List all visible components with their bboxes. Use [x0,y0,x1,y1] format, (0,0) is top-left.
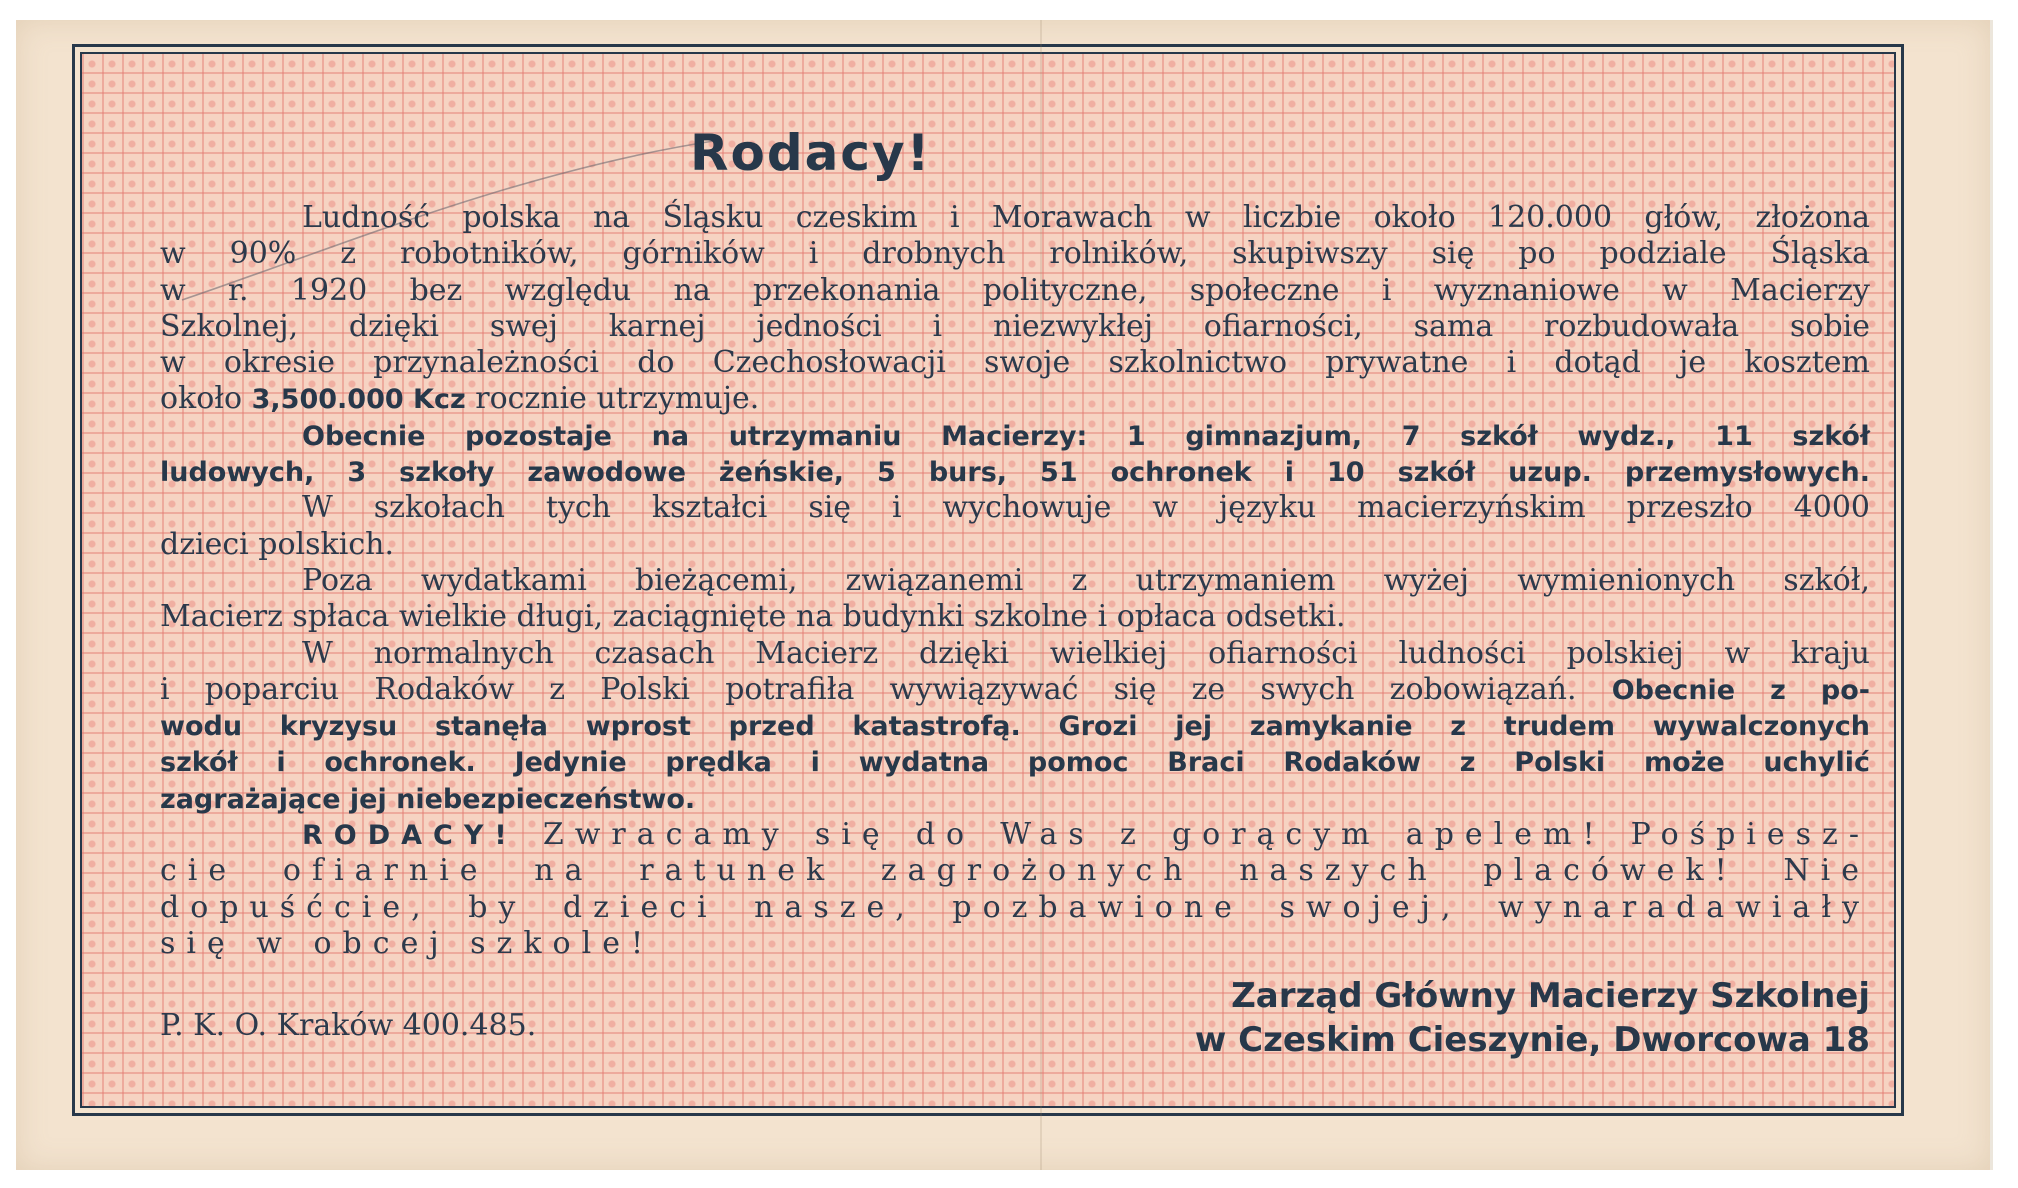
text-run: w r. 1920 bez względu na przekonania polityczne, społeczne i wyznaniowe w Macierzy [160,272,1870,308]
bold-text: Obecnie pozostaje na utrzymaniu Macierzy: 1 gimnazjum, 7 szkół wydz., 11 szkół [302,420,1870,452]
text-line [160,273,1870,309]
bold-text: Obecnie z po- [1611,674,1871,706]
text-run: w okresie przynależności do Czechosłowacji swoje szkolnictwo prywatne i dotąd je kosztem [160,345,1870,381]
bank-account: P. K. O. Kraków 400.485. [160,1008,537,1043]
bold-text: zagrażające jej niebezpieczeństwo. [160,783,696,815]
text-line [160,636,1870,672]
text-run: się w obcej szkole! [160,925,654,961]
text-line [160,236,1870,272]
text-line [160,454,1870,490]
text-line [160,563,1870,599]
signature-line-2: w Czeskim Cieszynie, Dworcowa 18 [1194,1020,1870,1060]
bold-text: RODACY! [302,820,518,852]
text-line [160,599,1870,635]
text-run: dzieci polskich. [160,526,394,562]
text-line [160,490,1870,526]
text-line [160,200,1870,236]
text-line [160,744,1870,780]
bold-text: 3,500.000 Kcz [251,384,466,416]
text-run: Macierz spłaca wielkie długi, zaciągnięte na budynki szkolne i opłaca odsetki. [160,599,1346,635]
text-line [160,781,1870,817]
text-run: około [160,381,252,417]
bold-text: szkół i ochronek. Jedynie prędka i wydatna pomoc Braci Rodaków z Polski może uchylić [160,747,1870,779]
text-run: rocznie utrzymuje. [465,381,760,417]
signature-line-1: Zarząd Główny Macierzy Szkolnej [1231,976,1870,1016]
text-run: cie ofiarnie na ratunek zagrożonych naszych placówek! Nie [160,853,1870,889]
text-run: dopuśćcie, by dzieci nasze, pozbawione swojej, wynaradawiały [160,889,1870,925]
signature-block [1000,974,1870,1062]
bold-text: wodu kryzysu stanęła wprost przed katastrofą. Grozi jej zamykanie z trudem wywalczonych [160,711,1870,743]
text-run: Zwracamy się do Was z gorącym apelem! Pośpiesz- [517,817,1870,853]
bold-text: ludowych, 3 szkoły zawodowe żeńskie, 5 burs, 51 ochronek i 10 szkół uzup. przemysłowych. [160,457,1870,489]
text-line [160,672,1870,708]
text-line [160,853,1870,889]
appeal-text [160,200,1870,962]
text-line [160,817,1870,853]
text-line [160,418,1870,454]
text-run: i poparciu Rodaków z Polski potrafiła wywiązywać się ze swych zobowiązań. [160,671,1612,707]
text-line [160,345,1870,381]
text-line [160,890,1870,926]
text-line [160,926,1870,962]
text-run: Ludność polska na Śląsku czeskim i Morawach w liczbie około 120.000 głów, złożona [302,200,1870,235]
text-line [160,708,1870,744]
heading: Rodacy! [690,124,932,182]
text-line [160,527,1870,563]
text-run: Szkolnej, dzięki swej karnej jedności i niezwykłej ofiarności, sama rozbudowała sobie [160,308,1870,344]
text-line [160,381,1870,417]
text-run: W normalnych czasach Macierz dzięki wielkiej ofiarności ludności polskiej w kraju [302,635,1870,671]
text-run: Poza wydatkami bieżącemi, związanemi z utrzymaniem wyżej wymienionych szkół, [302,562,1870,598]
text-run: W szkołach tych kształci się i wychowuje w języku macierzyńskim przeszło 4000 [302,490,1870,526]
text-run: w 90% z robotników, górników i drobnych rolników, skupiwszy się po podziale Śląska [160,236,1870,272]
text-line [160,309,1870,345]
